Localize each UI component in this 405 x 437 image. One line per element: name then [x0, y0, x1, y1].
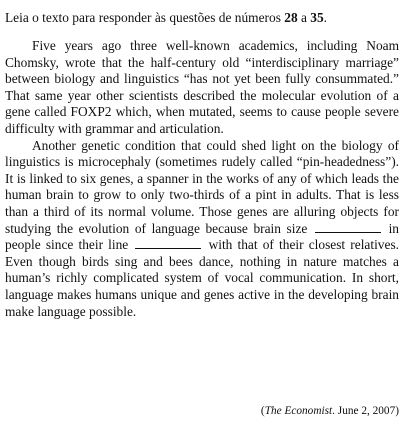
- instruction-middle: a: [297, 10, 311, 25]
- instruction-suffix: .: [323, 10, 328, 25]
- paragraph-1: Five years ago three well-known academics, including Noam Chomsky, wrote that the half-century old “interdisciplinary marriage” between biology and linguistics “has not yet been fully consummated.” That same year other scientists described the molecular evolution of a gene called FOXP2 which, when mutated, seems to cause people severe difficulty with grammar and articulation.: [5, 38, 399, 136]
- citation-date: . June 2, 2007): [332, 405, 399, 417]
- paragraph-2-part-2: in people since their line: [5, 220, 399, 253]
- paragraph-2-part-3: with that of their closest relatives. Even though birds sing and bees dance, nothing in nature matches a human’s richly complicated system of vocal communication. In short, language makes humans unique and genes active in the developing brain make language possible.: [5, 237, 399, 319]
- question-start-number: 28: [284, 10, 298, 25]
- instruction-line: [5, 9, 399, 27]
- source-citation: [261, 404, 399, 418]
- instruction-prefix: Leia o texto para responder às questões de números: [5, 10, 285, 25]
- fill-in-blank-1: [315, 222, 381, 233]
- question-end-number: 35: [310, 10, 324, 25]
- citation-source: The Economist: [264, 405, 333, 417]
- paragraph-2-part-1: Another genetic condition that could shed light on the biology of linguistics is microcephaly (sometimes rudely called “pin-headedness”). It is linked to six genes, a spanner in the works of any of which leads the human brain to grow to only two-thirds of a pint in adults. That is less than a third of its normal volume. Those genes are alluring objects for studying the evolution of language because brain size: [5, 137, 399, 236]
- citation-open: (: [260, 405, 265, 417]
- paragraph-2: [5, 138, 399, 321]
- fill-in-blank-2: [135, 238, 201, 249]
